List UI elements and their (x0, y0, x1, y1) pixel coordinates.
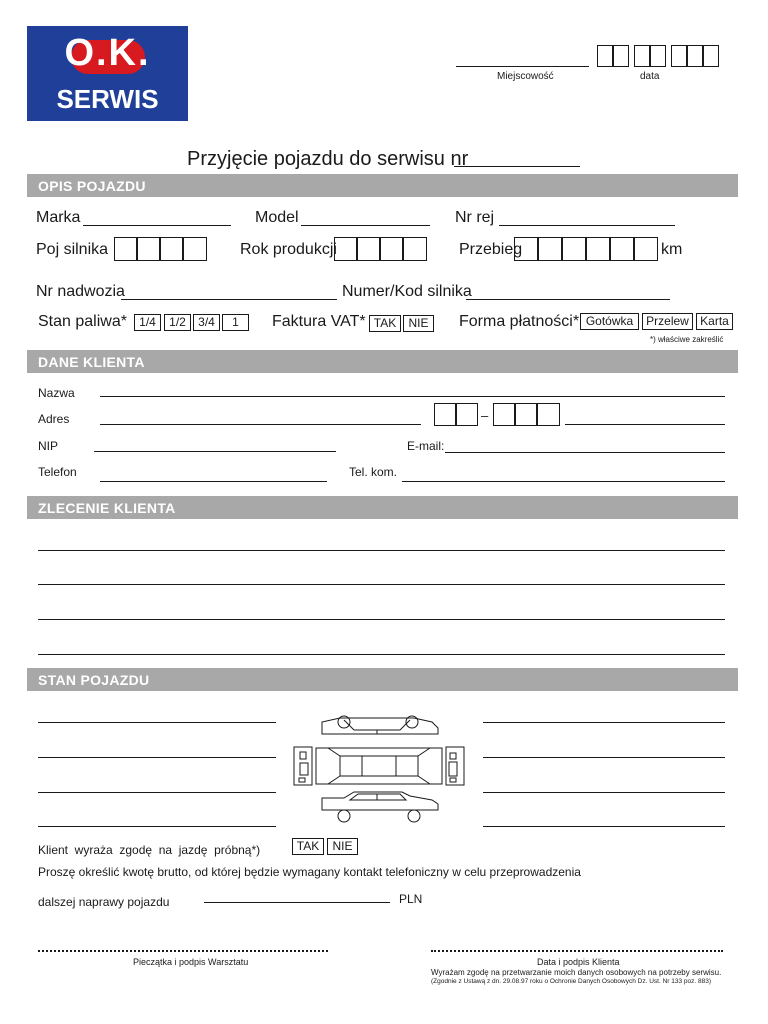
section-header-state: STAN POJAZDU (27, 668, 738, 691)
fuel-option-three-quarters[interactable]: 3/4 (193, 314, 220, 331)
state-right-line-1[interactable] (483, 722, 725, 723)
vin-field[interactable] (121, 299, 337, 300)
state-left-line-4[interactable] (38, 826, 276, 827)
test-drive-yes-option[interactable]: TAK (292, 838, 324, 855)
currency-label: PLN (399, 892, 423, 906)
place-field[interactable] (456, 66, 589, 67)
make-field[interactable] (83, 225, 231, 226)
form-title: Przyjęcie pojazdu do serwisu nr (187, 148, 469, 170)
section-header-order: ZLECENIE KLIENTA (27, 496, 738, 519)
fuel-option-half[interactable]: 1/2 (164, 314, 191, 331)
workshop-signature-line[interactable] (38, 950, 328, 952)
client-signature-label: Data i podpis Klienta (537, 957, 620, 967)
vat-label: Faktura VAT* (272, 313, 366, 330)
place-label: Miejscowość (497, 71, 554, 82)
phone-field[interactable] (100, 481, 327, 482)
fuel-option-quarter[interactable]: 1/4 (134, 314, 161, 331)
logo-ok-text: O.K. (64, 32, 151, 74)
order-line-2[interactable] (38, 584, 725, 585)
state-left-line-1[interactable] (38, 722, 276, 723)
car-diagram-icon[interactable] (292, 712, 466, 828)
state-right-line-4[interactable] (483, 826, 725, 827)
model-label: Model (255, 209, 299, 226)
test-drive-consent-label: Klient wyraża zgodę na jazdę próbną*) (38, 843, 261, 857)
mobile-field[interactable] (402, 481, 725, 482)
vat-no-option[interactable]: NIE (403, 315, 434, 332)
amount-field[interactable] (204, 902, 390, 903)
km-label: km (661, 241, 683, 258)
order-line-1[interactable] (38, 550, 725, 551)
engine-capacity-label: Poj silnika (36, 241, 109, 258)
payment-transfer-option[interactable]: Przelew (642, 313, 693, 330)
nip-field[interactable] (94, 451, 336, 452)
section-header-client: DANE KLIENTA (27, 350, 738, 373)
state-left-line-2[interactable] (38, 757, 276, 758)
engine-number-field[interactable] (466, 299, 670, 300)
data-protection-note: (Zgodnie z Ustawą z dn. 29.08.97 roku o Ochronie Danych Osobowych Dz. Ust. Nr 133 poz. 883) (431, 978, 711, 985)
payment-label: Forma płatności* (459, 313, 580, 330)
engine-number-label: Numer/Kod silnika (342, 283, 472, 300)
nip-label: NIP (38, 439, 59, 453)
fuel-label: Stan paliwa* (38, 313, 127, 330)
model-field[interactable] (301, 225, 430, 226)
amount-description-continued: dalszej naprawy pojazdu (38, 895, 170, 909)
registration-field[interactable] (499, 225, 675, 226)
fuel-option-full[interactable]: 1 (222, 314, 249, 331)
address-field[interactable] (100, 424, 421, 425)
amount-description: Proszę określić kwotę brutto, od której będzie wymagany kontakt telefoniczny w celu przeprowadzenia (38, 865, 581, 879)
data-consent-text: Wyrażam zgodę na przetwarzanie moich danych osobowych na potrzeby serwisu. (431, 968, 722, 977)
production-year-label: Rok produkcji (240, 241, 337, 258)
client-name-label: Nazwa (38, 386, 75, 400)
phone-label: Telefon (38, 465, 77, 479)
state-left-line-3[interactable] (38, 792, 276, 793)
order-number-field[interactable] (454, 166, 580, 167)
state-right-line-3[interactable] (483, 792, 725, 793)
footnote-mark: *) właściwe zakreślić (650, 335, 724, 344)
client-signature-line[interactable] (431, 950, 723, 952)
mobile-label: Tel. kom. (349, 465, 398, 479)
order-line-4[interactable] (38, 654, 725, 655)
section-header-vehicle: OPIS POJAZDU (27, 174, 738, 197)
workshop-signature-label: Pieczątka i podpis Warsztatu (133, 957, 249, 967)
test-drive-no-option[interactable]: NIE (327, 838, 358, 855)
mileage-label: Przebieg (459, 241, 523, 258)
state-right-line-2[interactable] (483, 757, 725, 758)
client-name-field[interactable] (100, 396, 725, 397)
payment-cash-option[interactable]: Gotówka (580, 313, 639, 330)
vin-label: Nr nadwozia (36, 283, 125, 300)
email-label: E-mail: (407, 439, 445, 453)
order-line-3[interactable] (38, 619, 725, 620)
make-label: Marka (36, 209, 81, 226)
date-label: data (640, 71, 660, 82)
company-logo (27, 26, 188, 121)
vat-yes-option[interactable]: TAK (369, 315, 401, 332)
city-field[interactable] (565, 424, 725, 425)
logo-serwis-text: SERWIS (56, 84, 159, 114)
email-field[interactable] (445, 452, 725, 453)
registration-label: Nr rej (455, 209, 495, 226)
payment-card-option[interactable]: Karta (696, 313, 733, 330)
address-label: Adres (38, 412, 70, 426)
